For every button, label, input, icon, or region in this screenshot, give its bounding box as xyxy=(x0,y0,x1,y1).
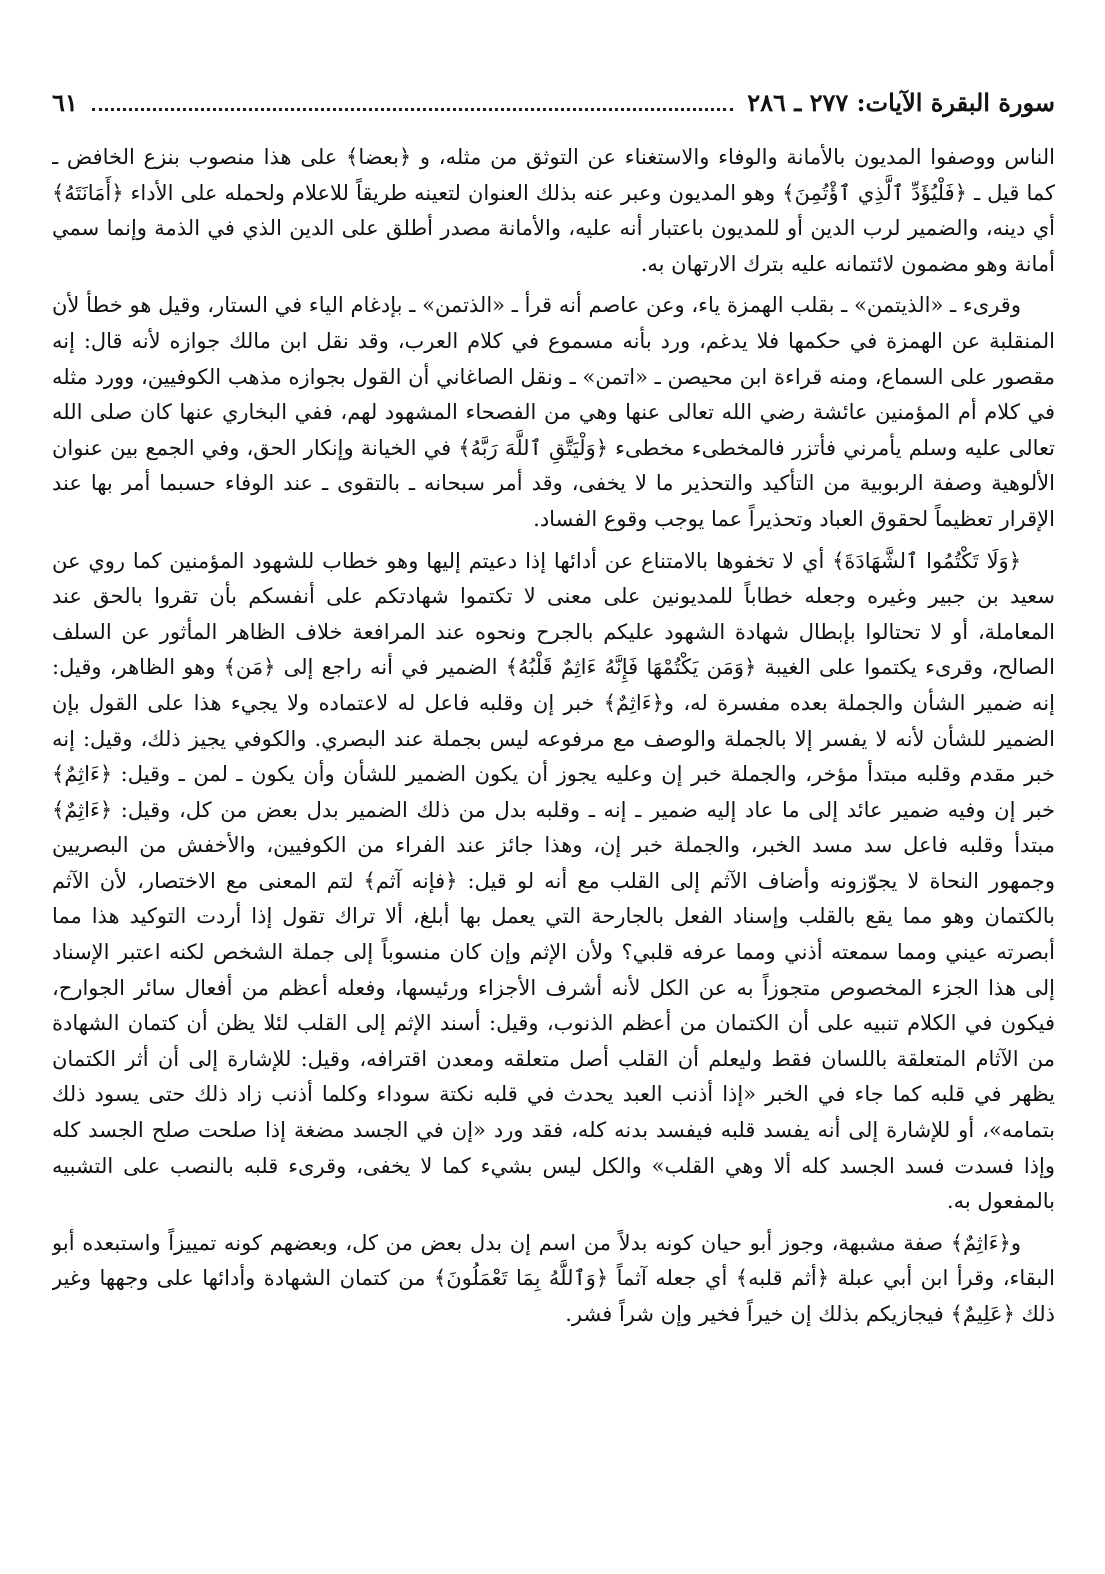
paragraph: و﴿ءَاثِمٌ﴾ صفة مشبهة، وجوز أبو حيان كونه بدلاً من اسم إن بدل بعض من كل، وبعضهم كونه تمييزاً واستبعده أبو البقاء، وقرأ ابن أبي عبلة ﴿أثم قلبه﴾ أي جعله آثماً ﴿وَٱللَّهُ بِمَا تَعْمَلُونَ﴾ من كتمان الشهادة وأدائها على وجهها وغير ذلك ﴿عَلِيمٌ﴾ فيجازيكم بذلك إن خيراً فخير وإن شراً فشر. xyxy=(52,1230,1055,1326)
paragraph: الناس ووصفوا المديون بالأمانة والوفاء والاستغناء عن التوثق من مثله، و ﴿بعضا﴾ على هذا منصوب بنزع الخافض ـ كما قيل ـ ﴿فَلْيُؤَدِّ ٱلَّذِي ٱؤْتُمِنَ﴾ وهو المديون وعبر عنه بذلك العنوان لتعينه طريقاً للاعلام ولحمله على الأداء ﴿أَمَانَتَهُ﴾ أي دينه، والضمير لرب الدين أو للمديون باعتبار أنه عليه، والأمانة مصدر أطلق على الدين الذي في الذمة وإنما سمي أمانة وهو مضمون لائتمانه عليه بترك الارتهان به. xyxy=(52,145,1055,276)
paragraph: ﴿وَلَا تَكْتُمُوا ٱلشَّهَادَةَ﴾ أي لا تخفوها بالامتناع عن أدائها إذا دعيتم إليها وهو خطاب للشهود المؤمنين كما روي عن سعيد بن جبير وغيره وجعله خطاباً للمديونين على معنى لا تكتموا شهادتكم على أنفسكم بأن تقروا بالحق عند المعاملة، أو لا تحتالوا بإبطال شهادة الشهود عليكم بالجرح ونحوه عند المرافعة خلاف الظاهر المأثور عن السلف الصالح، وقرىء يكتموا على الغيبة ﴿وَمَن يَكْتُمْهَا فَإِنَّهُ ءَاثِمٌ قَلْبُهُ﴾ الضمير في أنه راجع إلى ﴿مَن﴾ وهو الظاهر، وقيل: إنه ضمير الشأن والجملة بعده مفسرة له، و﴿ءَاثِمٌ﴾ خبر إن وقلبه فاعل له لاعتماده ولا يجيء هذا على القول بإن الضمير للشأن لأنه لا يفسر إلا بالجملة والوصف مع مرفوعه ليس بجملة عند البصري. والكوفي يجيز ذلك، وقيل: إنه خبر مقدم وقلبه مبتدأ مؤخر، والجملة خبر إن وعليه يجوز أن يكون الضمير للشأن وأن يكون ـ لمن ـ وقيل: ﴿ءَاثِمٌ﴾ خبر إن وفيه ضمير عائد إلى ما عاد إليه ضمير ـ إنه ـ وقلبه بدل من ذلك الضمير بدل بعض من كل، وقيل: ﴿ءَاثِمٌ﴾ مبتدأ وقلبه فاعل سد مسد الخبر، والجملة خبر إن، وهذا جائز عند الفراء من الكوفيين، والأخفش من البصريين وجمهور النحاة لا يجوّزونه وأضاف الآثم إلى القلب مع أنه لو قيل: ﴿فإنه آثم﴾ لتم المعنى مع الاختصار، لأن الآثم بالكتمان وهو مما يقع بالقلب وإسناد الفعل بالجارحة التي يعمل بها أبلغ، ألا تراك تقول إذا أردت التوكيد هذا مما أبصرته عيني ومما سمعته أذني ومما عرفه قلبي؟ ولأن الإثم وإن كان منسوباً إلى جملة الشخص لكنه اعتبر الإسناد إلى هذا الجزء المخصوص متجوزاً به عن الكل لأنه أشرف الأجزاء ورئيسها، وفعله أعظم من أفعال سائر الجوارح، فيكون في الكلام تنبيه على أن الكتمان من أعظم الذنوب، وقيل: أسند الإثم إلى القلب لئلا يظن أن كتمان الشهادة من الآثام المتعلقة باللسان فقط وليعلم أن القلب أصل متعلقه ومعدن اقترافه، وقيل: للإشارة إلى أن أثر الكتمان يظهر في قلبه كما جاء في الخبر «إذا أذنب العبد يحدث في قلبه نكتة سوداء وكلما أذنب زاد ذلك حتى يسود ذلك بتمامه»، أو للإشارة إلى أنه يفسد قلبه فيفسد بدنه كله، فقد ورد «إن في الجسد مضغة إذا صلحت صلح الجسد كله وإذا فسدت فسد الجسد كله ألا وهي القلب» والكل ليس بشيء كما لا يخفى، وقرىء قلبه بالنصب على التشبيه بالمفعول به. xyxy=(52,548,1055,1214)
paragraph: وقرىء ـ «الذيتمن» ـ بقلب الهمزة ياء، وعن عاصم أنه قرأ ـ «الذتمن» ـ بإدغام الياء في الستار، وقيل هو خطأ لأن المنقلبة عن الهمزة في حكمها فلا يدغم، ورد بأنه مسموع في كلام العرب، وقد نقل ابن مالك جوازه لأنه قال: إنه مقصور على السماع، ومنه قراءة ابن محيصن ـ «اتمن» ـ ونقل الصاغاني أن القول بجوازه مذهب الكوفيين، وورد مثله في كلام أم المؤمنين عائشة رضي الله تعالى عنها وهي من الفصحاء المشهود لهم، ففي البخاري عنها كان صلى الله تعالى عليه وسلم يأمرني فأتزر فالمخطىء مخطىء ﴿وَلْيَتَّقِ ٱللَّهَ رَبَّهُ﴾ في الخيانة وإنكار الحق، وفي الجمع بين عنوان الألوهية وصفة الربوبية من التأكيد والتحذير ما لا يخفى، وقد أمر سبحانه ـ بالتقوى ـ عند الوفاء حسبما أمر بها عند الإقرار تعظيماً لحقوق العباد وتحذيراً عما يوجب وقوع الفساد. xyxy=(52,293,1055,531)
running-title: سورة البقرة الآيات: ٢٧٧ ـ ٢٨٦ xyxy=(747,88,1055,117)
body-text xyxy=(52,140,1055,1333)
page-header xyxy=(52,88,1055,128)
page-number: ٦١ xyxy=(52,88,78,117)
book-page xyxy=(52,88,1055,1538)
header-dotted-leader xyxy=(92,96,733,111)
